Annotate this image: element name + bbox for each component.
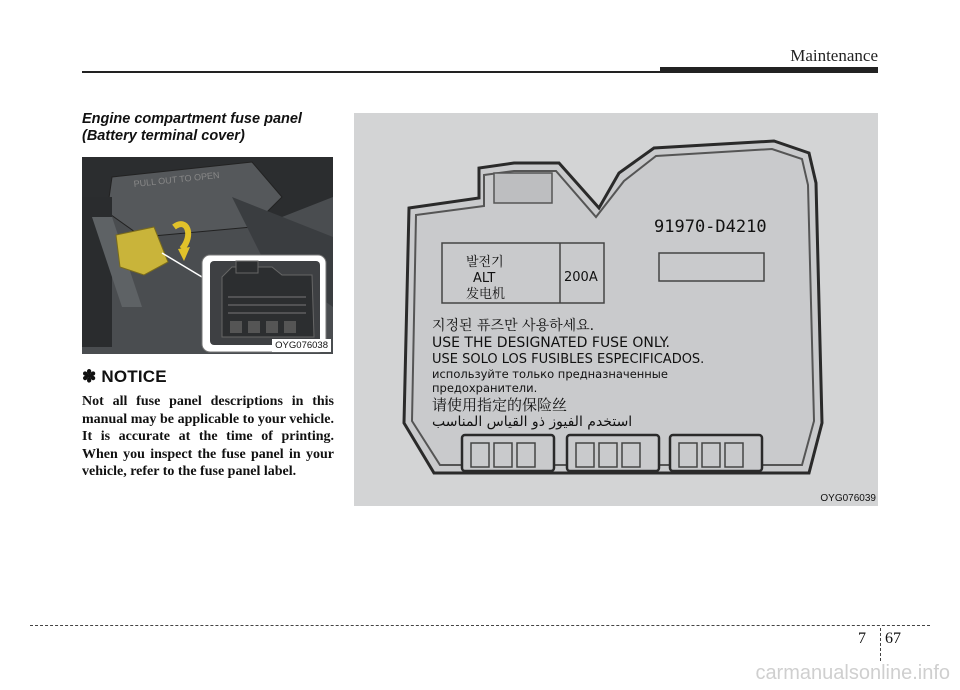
section-title: Maintenance (790, 46, 878, 65)
part-number: 91970-D4210 (654, 217, 767, 237)
label-line-russian-2: предохранители. (432, 381, 538, 395)
engine-photo (82, 157, 333, 354)
box-alt: ALT (473, 271, 496, 286)
notice-body: Not all fuse panel descriptions in this manual may be applicable to your vehicle. It is accurate at the time of printing. When you inspect the fuse panel in your vehicle, refer to the fuse panel label. (82, 394, 334, 480)
label-line-english: USE THE DESIGNATED FUSE ONLY. (432, 335, 670, 351)
label-line-russian-1: используйте только предназначенные (432, 367, 668, 381)
page-number-separator (880, 628, 881, 661)
footer-watermark: carmanualsonline.info (755, 662, 950, 684)
figure-caption (82, 111, 342, 145)
header-rule-thick (660, 67, 878, 73)
notice-title: ✽ NOTICE (82, 367, 167, 386)
box-amp: 200A (564, 270, 598, 285)
caption-line-1: Engine compartment fuse panel (82, 111, 302, 127)
footer-rule (30, 625, 930, 626)
header-rule (82, 71, 662, 73)
label-line-spanish: USE SOLO LOS FUSIBLES ESPECIFICADOS. (432, 352, 705, 367)
cover-text: PULL OUT TO OPEN (133, 170, 220, 189)
box-korean: 발전기 (466, 255, 504, 270)
label-line-arabic: استخدم الفيوز ذو القياس المناسب (432, 414, 633, 430)
label-line-chinese: 请使用指定的保险丝 (432, 396, 568, 414)
page-number: 67 (885, 630, 901, 647)
label-image-code: OYG076039 (820, 493, 876, 504)
chapter-number: 7 (858, 630, 866, 647)
photo-code: OYG076038 (272, 339, 331, 352)
box-chinese: 发电机 (466, 287, 506, 302)
caption-line-2: (Battery terminal cover) (82, 128, 245, 144)
fuse-label-image (354, 113, 878, 506)
label-line-korean: 지정된 퓨즈만 사용하세요. (432, 318, 595, 334)
